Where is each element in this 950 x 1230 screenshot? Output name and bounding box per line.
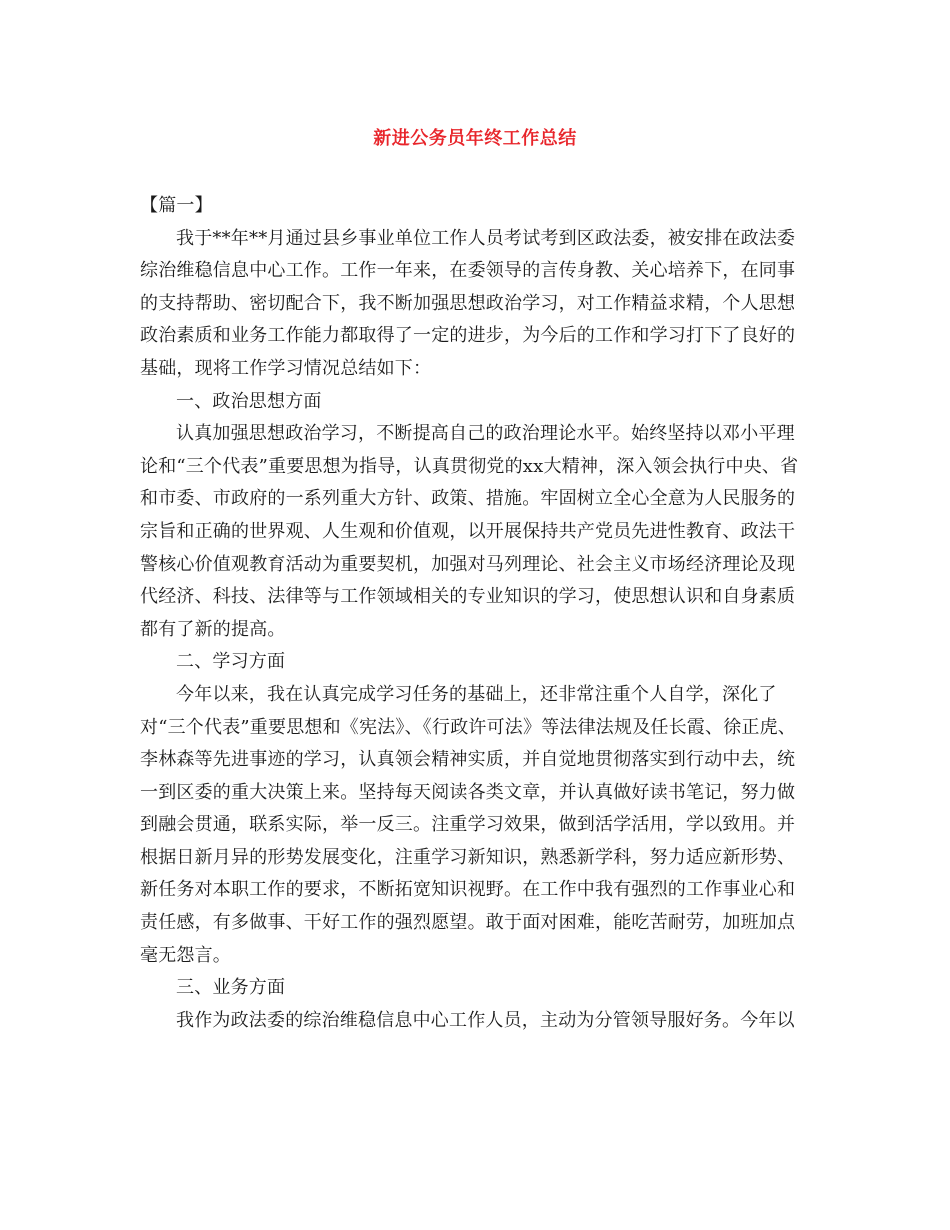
document-body [140, 190, 812, 1037]
heading-political-thought: 一、政治思想方面 [176, 390, 322, 412]
paragraph-intro: 我于**年**月通过县乡事业单位工作人员考试考到区政法委，被安排在政法委综治维稳信息中心工作。工作一年来，在委领导的言传身教、关心培养下，在同事的支持帮助、密切配合下，我不断加强思想政治学习，对工作精益求精，个人思想政治素质和业务工作能力都取得了一定的进步，为今后的工作和学习打下了良好的基础，现将工作学习情况总结如下： [140, 227, 796, 379]
section-tag: 【篇一】 [140, 195, 213, 216]
heading-study: 二、学习方面 [176, 651, 286, 673]
paragraph-political-thought: 认真加强思想政治学习，不断提高自己的政治理论水平。始终坚持以邓小平理论和“三个代表”重要思想为指导，认真贯彻党的xx大精神，深入领会执行中央、省和市委、市政府的一系列重大方针、政策、措施。牢固树立全心全意为人民服务的宗旨和正确的世界观、人生观和价值观，以开展保持共产党员先进性教育、政法干警核心价值观教育活动为重要契机，加强对马列理论、社会主义市场经济理论及现代经济、科技、法律等与工作领域相关的专业知识的学习，使思想认识和自身素质都有了新的提高。 [140, 423, 799, 640]
paragraph-business: 我作为政法委的综治维稳信息中心工作人员，主动为分管领导服好务。今年以 [176, 1009, 795, 1031]
heading-business: 三、业务方面 [176, 977, 286, 999]
paragraph-study: 今年以来，我在认真完成学习任务的基础上，还非常注重个人自学，深化了对“三个代表”重要思想和《宪法》、《行政许可法》等法律法规及任长霞、徐正虎、李林森等先进事迹的学习，认真领会精神实质，并自觉地贯彻落实到行动中去，统一到区委的重大决策上来。坚持每天阅读各类文章，并认真做好读书笔记，努力做到融会贯通，联系实际，举一反三。注重学习效果，做到活学活用，学以致用。并根据日新月异的形势发展变化，注重学习新知识，熟悉新学科，努力适应新形势、新任务对本职工作的要求，不断拓宽知识视野。在工作中我有强烈的工作事业心和责任感，有多做事、干好工作的强烈愿望。敢于面对困难，能吃苦耐劳，加班加点毫无怨言。 [140, 683, 797, 966]
document-title: 新进公务员年终工作总结 [373, 128, 577, 149]
